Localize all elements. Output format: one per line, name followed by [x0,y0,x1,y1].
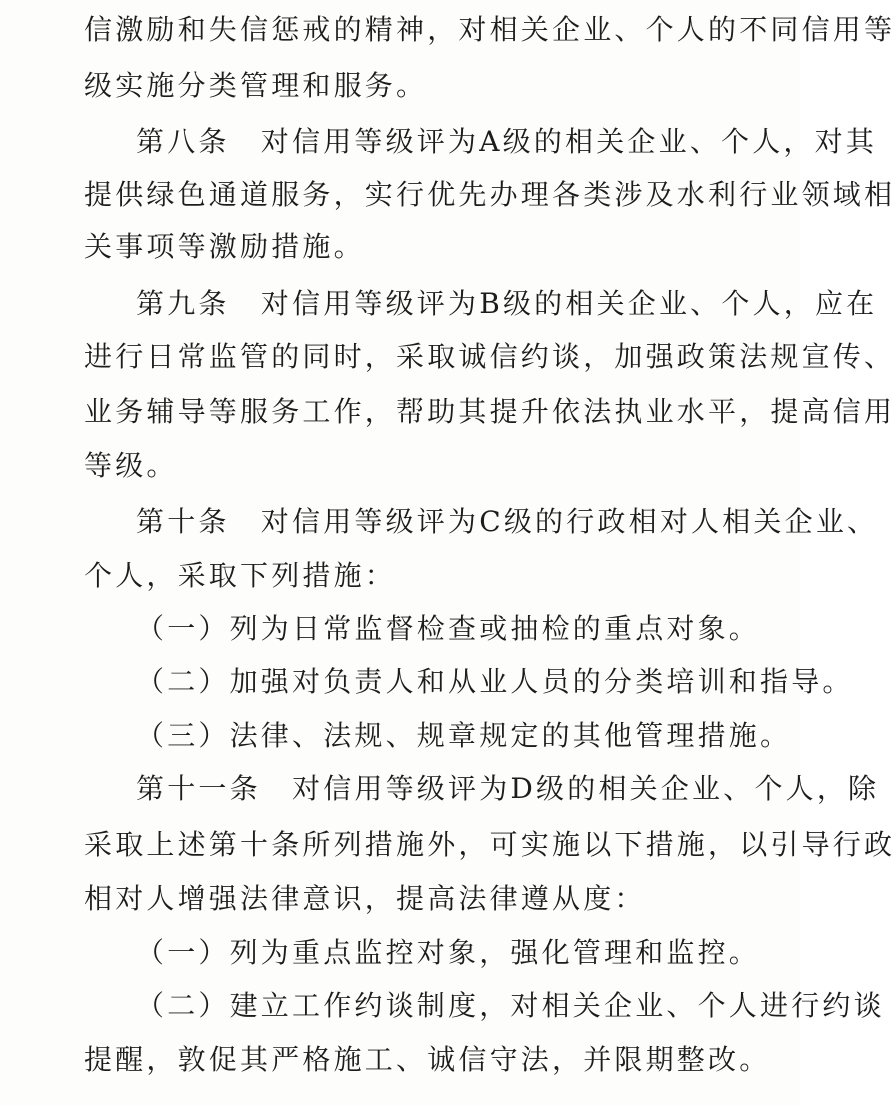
article-10-heading-line: 第十条 对信用等级评为C级的行政相对人相关企业、 [136,505,879,538]
text-line: 进行日常监管的同时，采取诚信约谈，加强政策法规宣传、 [84,340,895,373]
list-item: （一）列为日常监督检查或抽检的重点对象。 [136,612,761,645]
list-item: （二）加强对负责人和从业人员的分类培训和指导。 [136,665,854,698]
text-line: 个人，采取下列措施： [84,559,397,592]
article-9-heading-line: 第九条 对信用等级评为B级的相关企业、个人，应在 [136,287,878,320]
text-line: 信激励和失信惩戒的精神，对相关企业、个人的不同信用等 [84,13,895,46]
text-line: 级实施分类管理和服务。 [84,69,428,102]
text-line: 采取上述第十条所列措施外，可实施以下措施，以引导行政 [84,828,895,861]
text-line: 提醒，敦促其严格施工、诚信守法，并限期整改。 [84,1043,771,1076]
list-item: （三）法律、法规、规章规定的其他管理措施。 [136,719,792,752]
text-line: 等级。 [84,449,178,482]
text-line: 提供绿色通道服务，实行优先办理各类涉及水利行业领域相 [84,178,895,211]
text-line: 业务辅导等服务工作，帮助其提升依法执业水平，提高信用 [84,395,895,428]
article-11-heading-line: 第十一条 对信用等级评为D级的相关企业、个人，除 [136,772,880,805]
list-item: （一）列为重点监控对象，强化管理和监控。 [136,936,761,969]
text-line: 相对人增强法律意识，提高法律遵从度： [84,882,646,915]
text-line: 关事项等激励措施。 [84,230,365,263]
article-8-heading-line: 第八条 对信用等级评为A级的相关企业、个人，对其 [136,125,878,158]
list-item: （二）建立工作约谈制度，对相关企业、个人进行约谈 [136,989,885,1022]
